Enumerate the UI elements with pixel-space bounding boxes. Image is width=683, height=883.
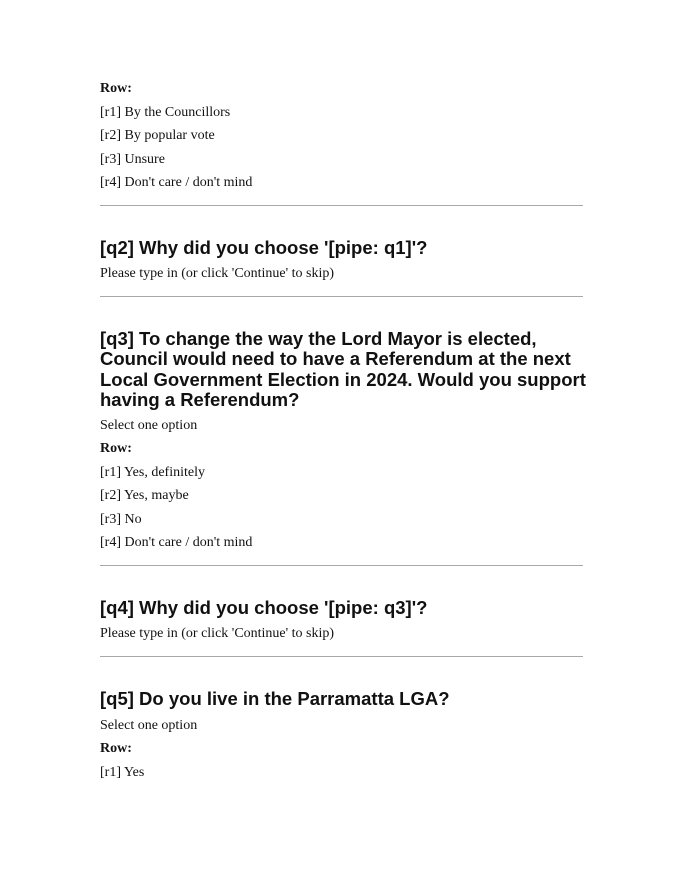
q1-row-option: [r4] Don't care / don't mind (100, 175, 253, 190)
q5-row-option: [r1] Yes (100, 765, 145, 780)
q3-row-option: [r4] Don't care / don't mind (100, 535, 253, 550)
q3-title-line: Council would need to have a Referendum at the next (100, 348, 571, 369)
q3-row-option: [r3] No (100, 512, 142, 527)
q3-row-header: Row: (100, 441, 132, 456)
q3-title-line: [q3] To change the way the Lord Mayor is elected, (100, 328, 537, 349)
q1-row-option: [r2] By popular vote (100, 128, 215, 143)
section-divider (100, 656, 583, 657)
q4-title: [q4] Why did you choose '[pipe: q3]'? (100, 597, 428, 618)
section-divider (100, 296, 583, 297)
q5-row-header: Row: (100, 741, 132, 756)
q5-title: [q5] Do you live in the Parramatta LGA? (100, 688, 450, 709)
q1-row-option: [r3] Unsure (100, 152, 165, 167)
q3-title-line: Local Government Election in 2024. Would you support (100, 369, 586, 390)
q3-title-line: having a Referendum? (100, 389, 300, 410)
section-divider (100, 205, 583, 206)
q1-row-header: Row: (100, 81, 132, 96)
q4-instruction: Please type in (or click 'Continue' to skip) (100, 626, 335, 641)
q3-row-option: [r2] Yes, maybe (100, 488, 189, 503)
q3-instruction: Select one option (100, 418, 198, 433)
q5-instruction: Select one option (100, 718, 198, 733)
q1-row-option: [r1] By the Councillors (100, 105, 231, 120)
q3-row-option: [r1] Yes, definitely (100, 465, 205, 480)
section-divider (100, 565, 583, 566)
q2-instruction: Please type in (or click 'Continue' to skip) (100, 266, 335, 281)
q2-title: [q2] Why did you choose '[pipe: q1]'? (100, 237, 428, 258)
